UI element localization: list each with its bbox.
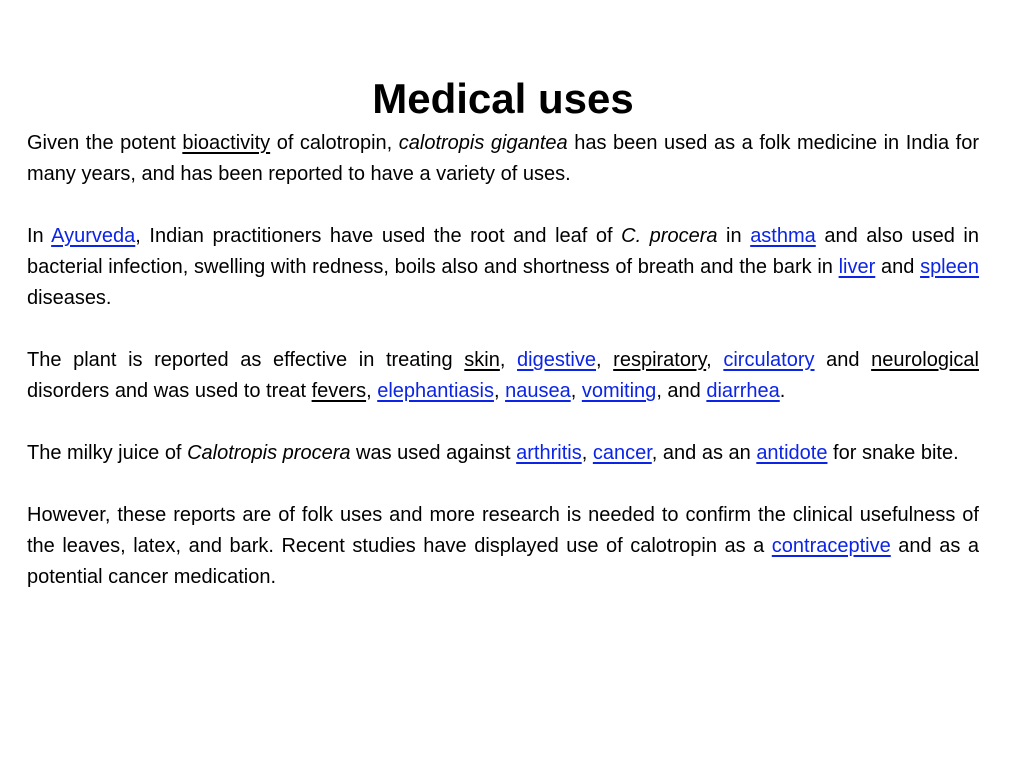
text: However, these reports are of folk uses and more research is needed to confirm the clinical usefulness of the leaves, latex, and bark. Recent studies have displayed use of calotropin as a xyxy=(27,504,979,557)
text: diseases. xyxy=(27,287,112,309)
link-ayurveda[interactable]: Ayurveda xyxy=(51,225,136,247)
text: In xyxy=(27,225,52,247)
link-nausea[interactable]: nausea xyxy=(505,380,571,402)
text: , xyxy=(366,380,378,402)
link-spleen[interactable]: spleen xyxy=(920,256,979,278)
text: was used against xyxy=(350,442,517,464)
slide-title: Medical uses xyxy=(372,75,634,122)
bioactivity-term: bioactivity xyxy=(182,132,271,154)
text: has been used as a folk medicine in India for many years, and has been reported to have a variety of uses. xyxy=(27,132,980,185)
text: and as a potential cancer medication. xyxy=(27,535,979,588)
link-arthritis[interactable]: arthritis xyxy=(516,442,582,464)
paragraph-treatments xyxy=(27,345,979,407)
neurological-term: neurological xyxy=(871,349,979,371)
paragraph-folk-medicine xyxy=(27,128,979,190)
text: , xyxy=(499,349,518,371)
species-name: calotropis gigantea xyxy=(398,132,568,154)
species-name: C. procera xyxy=(621,225,718,247)
link-circulatory[interactable]: circulatory xyxy=(723,349,815,371)
link-asthma[interactable]: asthma xyxy=(750,225,816,247)
text: for snake bite. xyxy=(827,442,959,464)
text: , xyxy=(493,380,506,402)
text: Given the potent xyxy=(27,132,183,154)
text: and xyxy=(814,349,872,371)
text: , xyxy=(570,380,582,402)
text: of calotropin, xyxy=(270,132,399,154)
text: , xyxy=(595,349,614,371)
link-antidote[interactable]: antidote xyxy=(756,442,828,464)
link-vomiting[interactable]: vomiting xyxy=(581,380,657,402)
slide-body xyxy=(27,128,979,593)
link-elephantiasis[interactable]: elephantiasis xyxy=(377,380,494,402)
text: , xyxy=(706,349,724,371)
text: The plant is reported as effective in treating xyxy=(27,349,465,371)
paragraph-research xyxy=(27,500,979,593)
fevers-term: fevers xyxy=(311,380,367,402)
link-cancer[interactable]: cancer xyxy=(592,442,652,464)
text: in xyxy=(717,225,751,247)
text: The milky juice of xyxy=(27,442,188,464)
text: , and as an xyxy=(651,442,757,464)
skin-term: skin xyxy=(464,349,500,371)
text: , xyxy=(581,442,593,464)
link-liver[interactable]: liver xyxy=(838,256,876,278)
text: , Indian practitioners have used the root and leaf of xyxy=(135,225,622,247)
respiratory-term: respiratory xyxy=(613,349,707,371)
link-contraceptive[interactable]: contraceptive xyxy=(771,535,891,557)
species-name: Calotropis procera xyxy=(187,442,351,464)
paragraph-ayurveda xyxy=(27,221,979,314)
text: disorders and was used to treat xyxy=(27,380,312,402)
text: and xyxy=(875,256,921,278)
link-diarrhea[interactable]: diarrhea xyxy=(706,380,780,402)
text: . xyxy=(779,380,786,402)
paragraph-milky-juice xyxy=(27,438,979,469)
text: and also used in bacterial infection, swelling with redness, boils also and shortness of breath and the bark in xyxy=(27,225,979,278)
link-digestive[interactable]: digestive xyxy=(517,349,596,371)
text: , and xyxy=(656,380,707,402)
